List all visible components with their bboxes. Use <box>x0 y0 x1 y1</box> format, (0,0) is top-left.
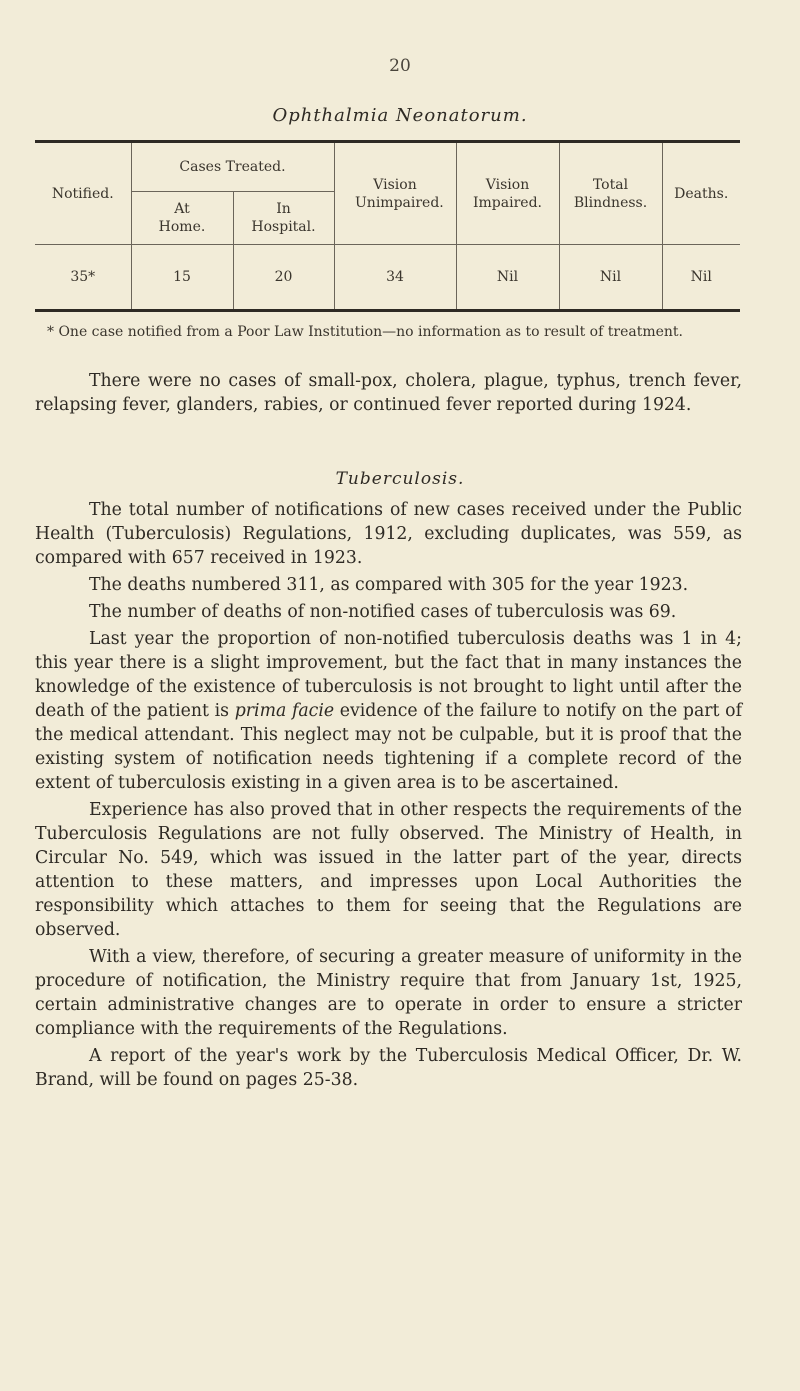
table-bottom-rule <box>35 309 740 312</box>
tb-paragraph-non-notified: The number of deaths of non-notified cases of tuberculosis was 69. <box>89 602 677 622</box>
header-total-blindness-text: Total Blindness. <box>573 176 648 211</box>
tb-p4-after: evidence of the failure to notify on the part of the medical attendant. This neglect may not be culpable, but it is proof that the existing system of notification needs tightening if a complete record of the extent of tuberculosis existing in a given area is to be ascertained. <box>35 701 742 793</box>
header-vision-impaired <box>456 143 559 245</box>
cell-deaths: Nil <box>662 245 740 310</box>
tb-paragraph-deaths: The deaths numbered 311, as compared with 305 for the year 1923. <box>89 575 689 595</box>
smallpox-paragraph-block <box>35 369 742 417</box>
header-at-home-text: At Home. <box>158 201 206 235</box>
cell-total-blindness: Nil <box>559 245 662 310</box>
header-vision-impaired-text: Vision Impaired. <box>473 176 542 211</box>
header-at-home <box>131 192 233 245</box>
tb-paragraph-report: A report of the year's work by the Tuberculosis Medical Officer, Dr. W. Brand, will be found on pages 25-38. <box>35 1046 742 1090</box>
cell-at-home: 15 <box>131 245 233 310</box>
tb-paragraph-notifications: The total number of notifications of new cases received under the Public Health (Tuberculosis) Regulations, 1912, excluding duplicates, was 559, as compared with 657 received in 1923. <box>35 500 742 568</box>
cell-notified: 35* <box>35 245 131 310</box>
tb-paragraph-experience: Experience has also proved that in other respects the requirements of the Tuberculosis Regulations are not fully observed. The Ministry of Health, in Circular No. 549, which was issued in the latter part of the year, directs attention to these matters, and impresses upon Local Authorities the responsibility which attaches to them for seeing that the Regulations are observed. <box>35 800 742 940</box>
tuberculosis-paragraphs <box>35 498 742 1092</box>
cell-vision-unimpaired: 34 <box>334 245 456 310</box>
header-vision-unimpaired-text: Vision Unimpaired. <box>355 176 444 211</box>
section-title: Ophthalmia Neonatorum. <box>272 105 528 126</box>
header-cases-treated: Cases Treated. <box>131 143 334 192</box>
tuberculosis-title: Tuberculosis. <box>335 469 465 489</box>
tb-paragraph-proportion <box>35 627 742 795</box>
header-total-blindness <box>559 143 662 245</box>
header-in-hospital-text: In Hospital. <box>251 201 316 235</box>
header-deaths: Deaths. <box>662 143 740 245</box>
tb-paragraph-uniformity: With a view, therefore, of securing a greater measure of uniformity in the procedure of notification, the Ministry require that from January 1st, 1925, certain administrative changes are to operate in order to ensure a stricter compliance with the requirements of the Regulations. <box>35 947 742 1039</box>
smallpox-paragraph: There were no cases of small-pox, cholera, plague, typhus, trench fever, relapsing fever, glanders, rabies, or continued fever reported during 1924. <box>35 371 742 415</box>
ophthalmia-table <box>35 140 740 312</box>
cell-vision-impaired: Nil <box>456 245 559 310</box>
tb-p4-before: Last year the proportion of non-notified tuberculosis deaths was 1 in 4; this year there is a slight improvement, but the fact that in many instances the knowledge of the existence of tuberculosis is not brought to light until after the death of the patient is <box>35 629 742 721</box>
cell-in-hospital: 20 <box>233 245 334 310</box>
table-row <box>35 245 740 310</box>
tb-p4-italic: prima facie <box>234 701 335 721</box>
page-number: 20 <box>389 56 411 76</box>
header-notified: Notified. <box>51 185 114 202</box>
table-footnote: * One case notified from a Poor Law Institution—no information as to result of treatment. <box>47 324 683 340</box>
header-vision-unimpaired <box>334 143 456 245</box>
header-in-hospital <box>233 192 334 245</box>
